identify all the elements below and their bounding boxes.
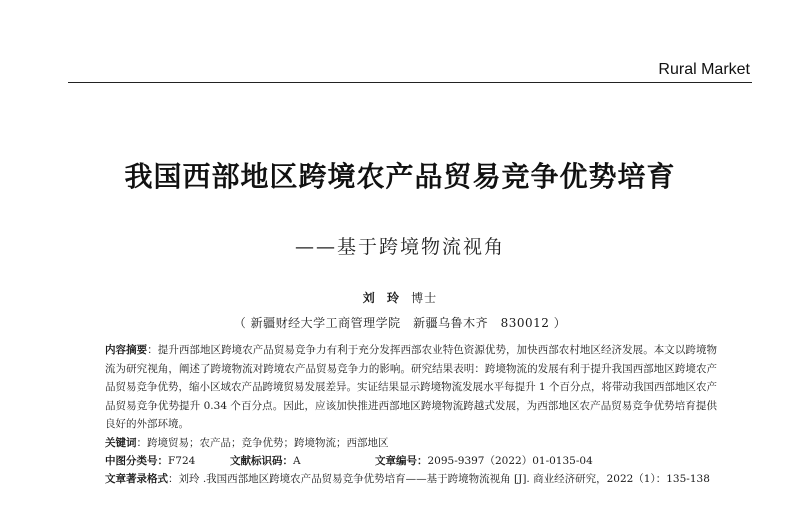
- article-title: 我国西部地区跨境农产品贸易竞争优势培育: [124, 160, 676, 193]
- author-affiliation: （ 新疆财经大学工商管理学院 新疆乌鲁木齐 830012 ）: [233, 316, 567, 330]
- clc-label: 中图分类号：: [105, 455, 168, 467]
- citation-block: [105, 470, 717, 489]
- header-divider: [68, 82, 752, 83]
- article-subtitle: ——基于跨境物流视角: [294, 236, 505, 258]
- article-no-field: [375, 452, 593, 471]
- article-no-label: 文章编号：: [375, 455, 428, 467]
- author-degree: 博士: [411, 291, 438, 305]
- keywords-text: ：跨境贸易；农产品；竞争优势；跨境物流；西部地区: [136, 437, 389, 449]
- doc-code-field: [230, 452, 301, 471]
- doc-code-value: A: [293, 455, 301, 467]
- clc-value: F724: [168, 455, 196, 467]
- author-name: 刘 玲: [362, 291, 403, 305]
- abstract-block: [105, 341, 717, 434]
- keywords-label: 关键词: [105, 437, 137, 449]
- abstract-label: 内容摘要: [105, 344, 148, 356]
- clc-field: [105, 452, 195, 471]
- abstract-text: ：提升西部地区跨境农产品贸易竞争力有利于充分发挥西部农业特色资源优势，加快西部农村地区经济发展。本文以跨境物流为研究视角，阐述了跨境物流对跨境农产品贸易竞争力的影响。研究结果表明：跨境物流的发展有利于提升我国西部地区跨境农产品贸易竞争优势，缩小区域农产品跨境贸易发展差异。实证结果显示跨境物流发展水平每提升 1 个百分点，将带动我国西部地区农产品贸易竞争优势提升 0.34 个百分点。因此，应该加快推进西部地区跨境物流跨越式发展，为西部地区农产品贸易竞争优势培育提供良好的外部环境。: [105, 344, 718, 430]
- author-line: [0, 289, 800, 306]
- journal-name: Rural Market: [658, 61, 750, 78]
- citation-text: ：刘玲 .我国西部地区跨境农产品贸易竞争优势培育——基于跨境物流视角 [J]. 商业经济研究，2022（1）：135-138: [168, 473, 710, 485]
- doc-code-label: 文献标识码：: [230, 455, 293, 467]
- keywords-block: [105, 434, 717, 453]
- citation-label: 文章著录格式: [105, 473, 168, 485]
- article-no-value: 2095-9397（2022）01-0135-04: [427, 455, 593, 467]
